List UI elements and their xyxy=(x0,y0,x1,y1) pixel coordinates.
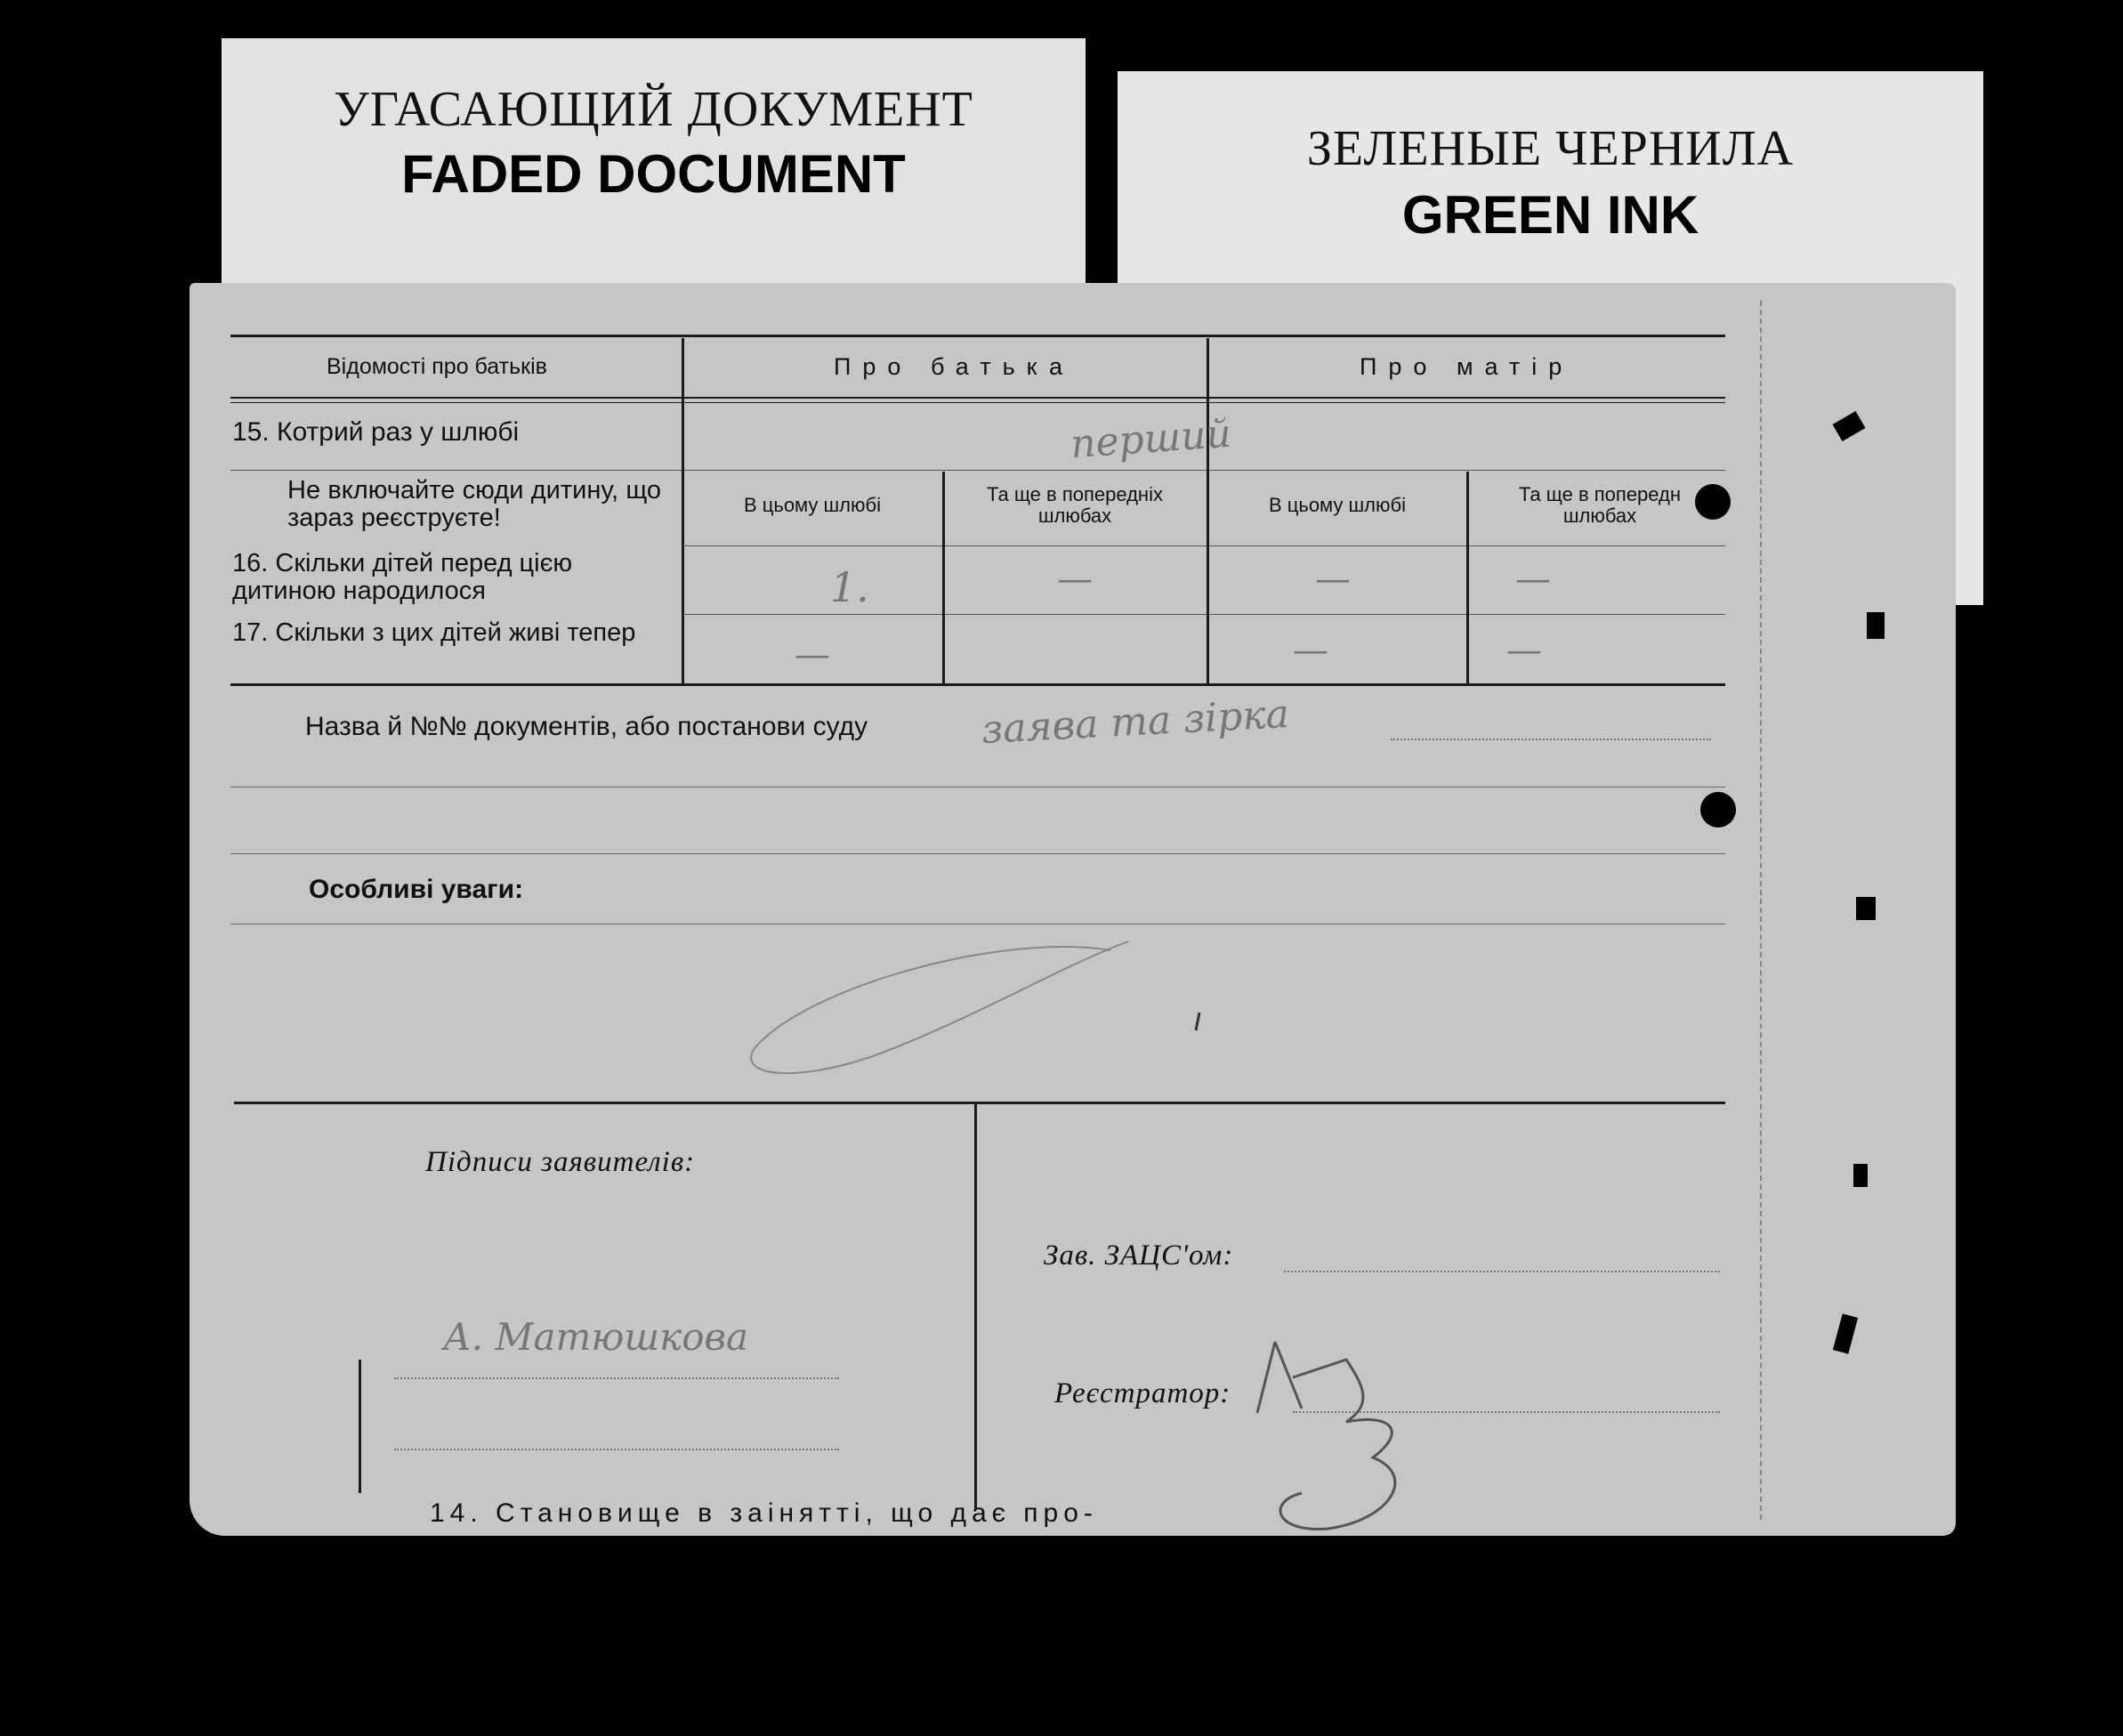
faded-document-latin: FADED DOCUMENT xyxy=(401,144,906,204)
subheader-rule xyxy=(683,545,1725,546)
registrar-signature xyxy=(1239,1324,1453,1538)
mother-prev-marriages: Та ще в попередн шлюбах xyxy=(1518,483,1682,527)
head-dotted-line xyxy=(1284,1271,1720,1272)
applicants-signatures-label: Підписи заявителів: xyxy=(425,1146,696,1178)
table-top-rule xyxy=(230,335,1725,337)
perforation-line xyxy=(1760,301,1762,1520)
tear-mark-3 xyxy=(1856,897,1876,920)
handwritten-dash-row17-father: — xyxy=(795,634,830,675)
handwritten-dash-row17-mother: — xyxy=(1293,630,1328,671)
header-father-label: Про батька xyxy=(834,353,1075,380)
col-divider-2 xyxy=(1207,338,1209,685)
head-zags-label: Зав. ЗАЦС'ом: xyxy=(1044,1239,1234,1272)
col-divider-mother xyxy=(1466,472,1469,685)
row-16-label: 16. Скільки дітей перед цією дитиною народилося xyxy=(232,549,573,605)
row-15-rule xyxy=(230,470,1725,471)
applicant-signature: А. Матюшкова xyxy=(443,1315,748,1359)
green-ink-latin: GREEN INK xyxy=(1401,185,1699,245)
tear-mark-2 xyxy=(1867,612,1885,639)
applicant-dotted-line-2 xyxy=(394,1449,839,1450)
header-mother-label: Про матір xyxy=(1360,353,1574,380)
remarks-label: Особливі уваги: xyxy=(309,875,524,904)
row-16-rule xyxy=(683,614,1725,615)
header-bottom-rule-2 xyxy=(230,402,1725,403)
handwritten-dash-mother-prev: — xyxy=(1515,559,1551,600)
tear-mark-1 xyxy=(1833,411,1866,441)
handwritten-marriage-count: перший xyxy=(1069,410,1233,468)
green-ink-cyrillic: ЗЕЛЕНЫЕ ЧЕРНИЛА xyxy=(1306,121,1795,176)
row-17-label: 17. Скільки з цих дітей живі тепер xyxy=(232,618,636,647)
signature-section-rule xyxy=(234,1102,1725,1104)
bottom-cut-text: 14. Становище в заінятті, що дає про- xyxy=(430,1498,1098,1528)
remarks-flourish xyxy=(737,915,1235,1084)
father-this-marriage: В цьому шлюбі xyxy=(743,494,882,516)
punch-hole-lower xyxy=(1700,792,1736,828)
header-bottom-rule xyxy=(230,397,1725,399)
tear-mark-5 xyxy=(1833,1313,1858,1353)
table-bottom-rule xyxy=(230,683,1725,686)
handwritten-dash-mother-this: — xyxy=(1315,559,1351,600)
registrar-label: Реєстратор: xyxy=(1054,1377,1231,1409)
col-divider-father xyxy=(942,472,945,685)
documents-dotted-line xyxy=(1391,739,1711,740)
faded-document-cyrillic: УГАСАЮЩИЙ ДОКУМЕНТ xyxy=(334,82,973,137)
documents-label: Назва й №№ документів, або постанови суду xyxy=(305,712,868,741)
signature-divider xyxy=(974,1103,977,1509)
handwritten-documents-value: заява та зірка xyxy=(980,690,1290,754)
row-note-label: Не включайте сюди дитину, що зараз реєструєте! xyxy=(287,476,661,532)
applicant-margin-mark xyxy=(359,1360,361,1493)
mother-this-marriage: В цьому шлюбі xyxy=(1268,494,1407,516)
faded-document-card xyxy=(222,38,1086,305)
applicant-dotted-line-1 xyxy=(394,1377,839,1379)
documents-rule-2 xyxy=(230,853,1725,854)
handwritten-children-count: 1. xyxy=(830,563,869,611)
header-info-label: Відомості про батьків xyxy=(327,354,547,379)
tear-mark-4 xyxy=(1853,1164,1868,1187)
registration-form-card xyxy=(190,283,1956,1536)
father-prev-marriages: Та ще в попередніх шлюбах xyxy=(987,483,1163,527)
handwritten-dash-row17-mother-prev: — xyxy=(1506,630,1542,671)
row-15-label: 15. Котрий раз у шлюбі xyxy=(232,417,520,447)
handwritten-dash-father-prev: — xyxy=(1057,559,1093,600)
col-divider-1 xyxy=(682,338,684,685)
punch-hole-upper xyxy=(1695,484,1731,520)
